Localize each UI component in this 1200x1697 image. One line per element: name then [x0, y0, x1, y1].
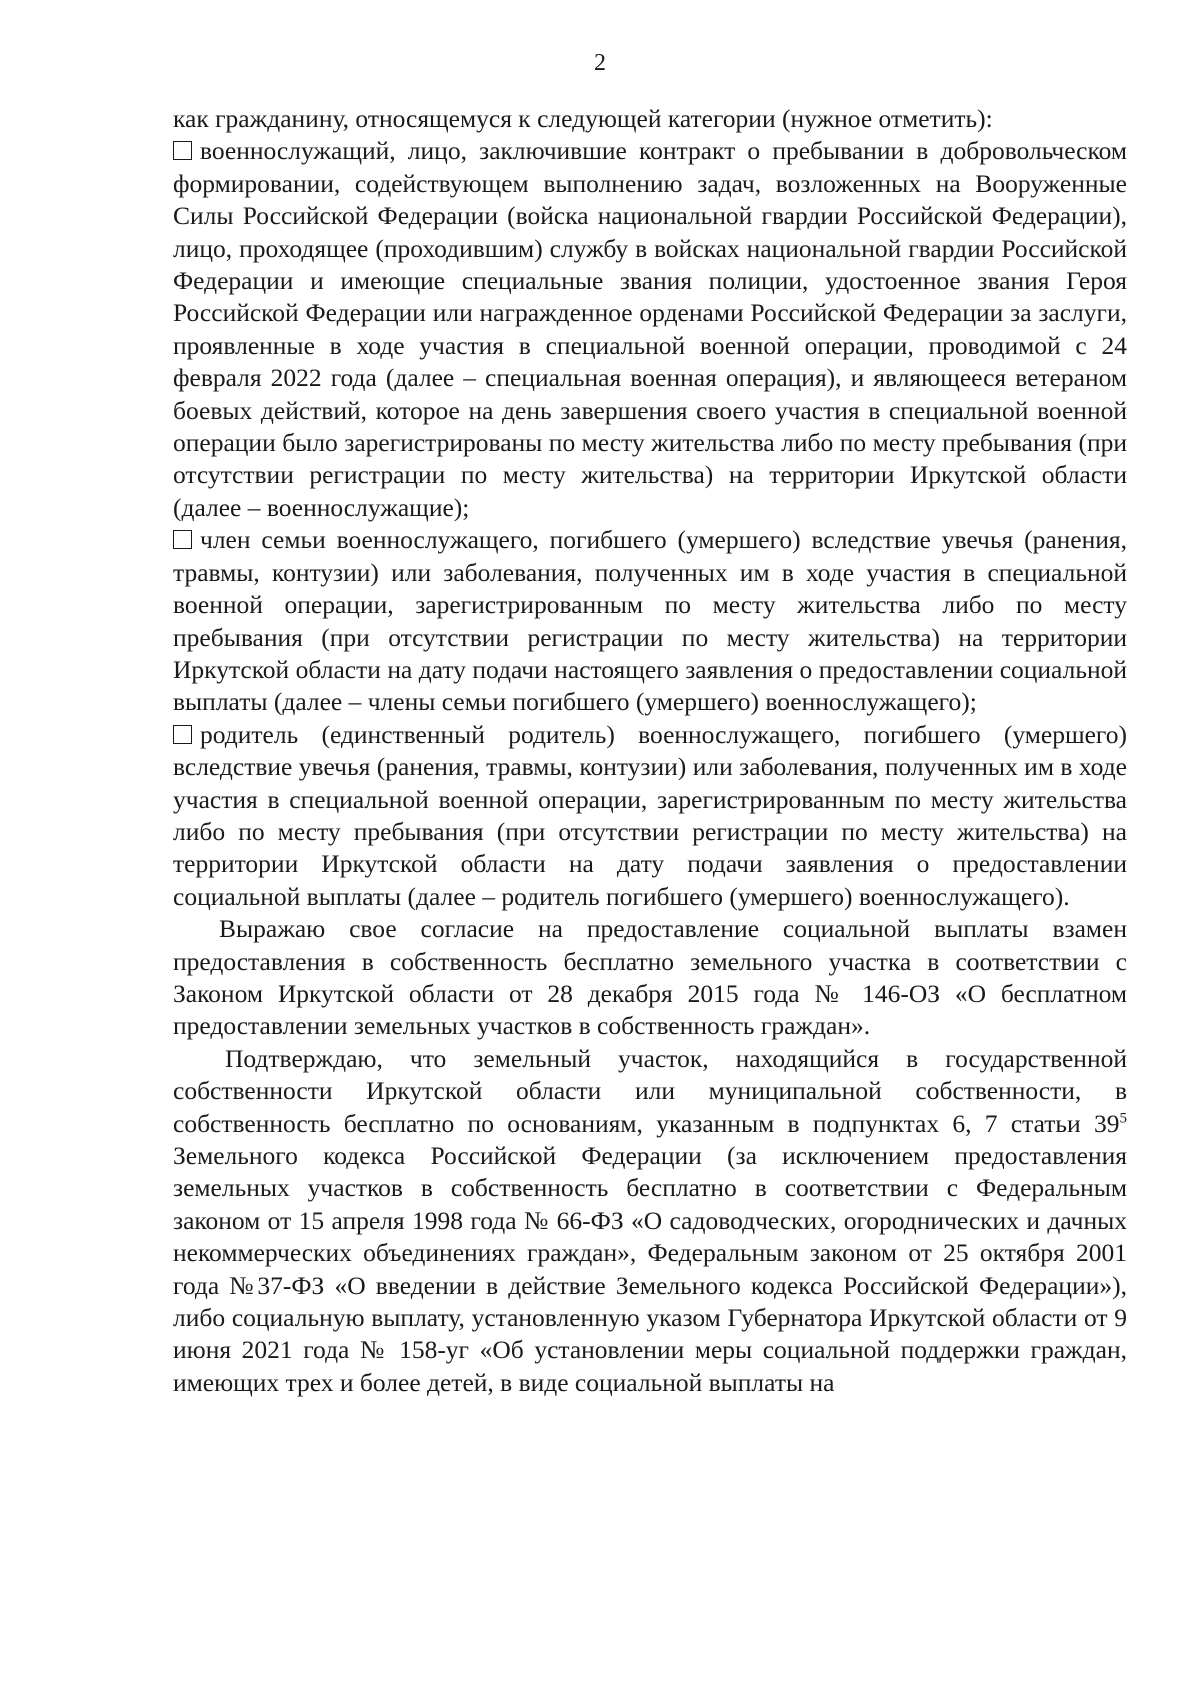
option-family-member-text: член семьи военнослужащего, погибшего (умершего) вследствие увечья (ранения, травмы, контузии) или заболевания, полученных им в ходе участия в специальной военной операции, зарегистрированным по месту жительства либо по месту пребывания (при отсутствии регистрации по месту жительства) на территории Иркутской области на дату подачи настоящего заявления о предоставлении социальной выплаты (далее – члены семьи погибшего (умершего) военнослужащего); — [173, 525, 1127, 717]
option-parent — [173, 719, 1127, 913]
option-parent-text: родитель (единственный родитель) военнослужащего, погибшего (умершего) вследствие увечья (ранения, травмы, контузии) или заболевания, полученных им в ходе участия в специальной военной операции, зарегистрированным по месту жительства либо по месту пребывания (при отсутствии регистрации по месту жительства) на территории Иркутской области на дату подачи заявления о предоставлении социальной выплаты (далее – родитель погибшего (умершего) военнослужащего). — [173, 719, 1127, 911]
checkbox-parent[interactable] — [173, 725, 192, 744]
option-military — [173, 135, 1127, 524]
page-number: 2 — [594, 50, 606, 76]
option-military-text: военнослужащий, лицо, заключившие контракт о пребывании в добровольческом формировании, содействующем выполнению задач, возложенных на Вооруженные Силы Российской Федерации (войска национальной гвардии Российской Федерации), лицо, проходящее (проходившим) службу в войсках национальной гвардии Российской Федерации и имеющие специальные звания полиции, удостоенное звания Героя Российской Федерации или награжденное орденами Российской Федерации за заслуги, проявленные в ходе участия в специальной военной операции, проводимой с 24 февраля 2022 года (далее – специальная военная операция), и являющееся ветераном боевых действий, которое на день завершения своего участия в специальной военной операции было зарегистрированы по месту жительства либо по месту пребывания (при отсутствии регистрации по месту жительства) на территории Иркутской области (далее – военнослужащие); — [173, 136, 1127, 522]
article-superscript: 5 — [1119, 1110, 1127, 1127]
checkbox-military[interactable] — [173, 141, 192, 160]
option-family-member — [173, 524, 1127, 718]
confirm-paragraph — [173, 1043, 1127, 1399]
intro-paragraph: как гражданину, относящемуся к следующей категории (нужное отметить): — [173, 104, 993, 133]
confirm-text-start: Подтверждаю, что земельный участок, находящийся в государственной собственности Иркутской области или муниципальной собственности, в собственность бесплатно по основаниям, указанным в подпунктах 6, 7 статьи 39 — [173, 1043, 1127, 1138]
checkbox-family-member[interactable] — [173, 530, 192, 549]
document-body — [173, 103, 1127, 1399]
confirm-text-end: Земельного кодекса Российской Федерации (за исключением предоставления земельных участков в собственность бесплатно в соответствии с Федеральным законом от 15 апреля 1998 года № 66-ФЗ «О садоводческих, огороднических и дачных некоммерческих объединениях граждан», Федеральным законом от 25 октября 2001 года №37-ФЗ «О введении в действие Земельного кодекса Российской Федерации»), либо социальную выплату, установленную указом Губернатора Иркутской области от 9 июня 2021 года № 158-уг «Об установлении меры социальной поддержки граждан, имеющих трех и более детей, в виде социальной выплаты на — [173, 1141, 1127, 1397]
consent-paragraph: Выражаю свое согласие на предоставление социальной выплаты взамен предоставления в собственность бесплатно земельного участка в соответствии с Законом Иркутской области от 28 декабря 2015 года № 146-ОЗ «О бесплатном предоставлении земельных участков в собственность граждан». — [173, 914, 1127, 1041]
